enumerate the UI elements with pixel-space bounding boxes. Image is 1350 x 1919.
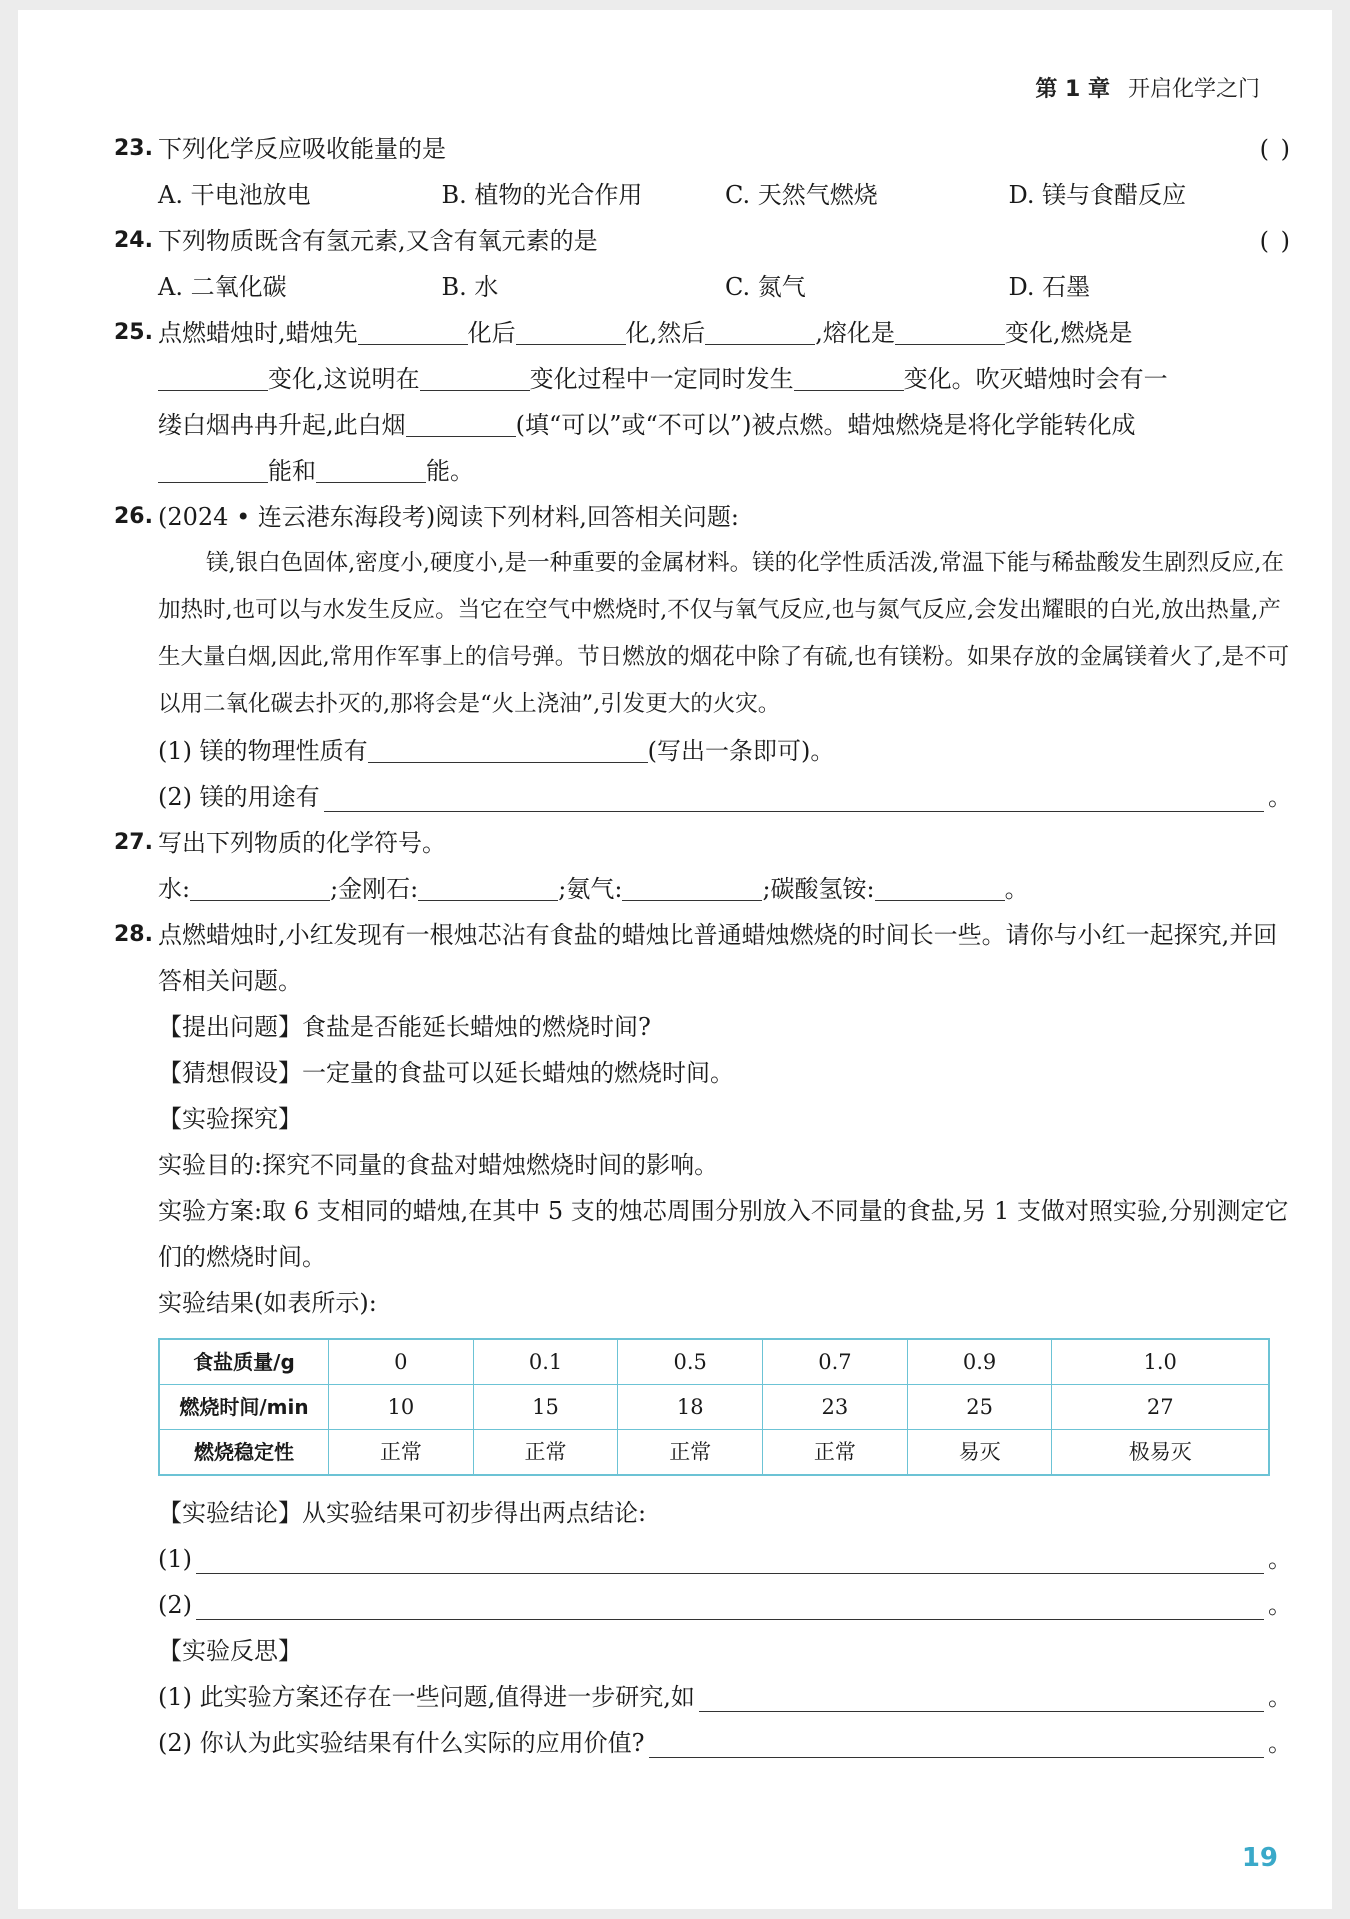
question-number: 27.: [114, 830, 153, 855]
question-26: [114, 494, 1292, 540]
blank[interactable]: [368, 734, 648, 763]
option-d[interactable]: D. 石墨: [1008, 273, 1091, 301]
chapter-title: 开启化学之门: [1127, 77, 1260, 102]
q26-sub2: [114, 774, 1292, 820]
material-text: 镁,银白色固体,密度小,硬度小,是一种重要的金属材料。镁的化学性质活泼,常温下能与稀盐酸发生剧烈反应,在加热时,也可以与水发生反应。当它在空气中燃烧时,不仅与氧气反应,也与氮气反应,会发出耀眼的白光,放出热量,产生大量白烟,因此,常用作军事上的信号弹。节日燃放的烟花中除了有硫,也有镁粉。如果存放的金属镁着火了,是不可以用二氧化碳去扑灭的,那将会是“火上浇油”,引发更大的火灾。: [158, 550, 1290, 717]
reflect-heading: 【实验反思】: [158, 1637, 302, 1665]
table-cell: 正常: [763, 1430, 908, 1476]
blank[interactable]: [358, 316, 468, 345]
row-header: 燃烧时间/min: [159, 1385, 329, 1430]
text: ;氨气:: [558, 875, 623, 903]
options-23: [114, 172, 1292, 218]
text: (1): [158, 1545, 192, 1573]
option-b[interactable]: B. 植物的光合作用: [441, 181, 643, 209]
blank[interactable]: [699, 1681, 1264, 1712]
blank[interactable]: [516, 316, 626, 345]
table-cell: 正常: [618, 1430, 763, 1476]
text: 能。: [426, 457, 474, 485]
text: (2) 镁的用途有: [158, 783, 320, 811]
text: (写出一条即可)。: [647, 737, 835, 765]
question-stem: 点燃蜡烛时,小红发现有一根烛芯沾有食盐的蜡烛比普通蜡烛燃烧的时间长一些。请你与小红一起探究,并回答相关问题。: [158, 921, 1278, 995]
table-cell: 1.0: [1052, 1339, 1269, 1385]
question-stem: 写出下列物质的化学符号。: [158, 829, 446, 857]
table-cell: 0: [329, 1339, 474, 1385]
question-stem: 下列化学反应吸收能量的是: [158, 135, 446, 163]
text: (1) 镁的物理性质有: [158, 737, 368, 765]
hypothesis: 【猜想假设】一定量的食盐可以延长蜡烛的燃烧时间。: [158, 1059, 734, 1087]
text: 。: [1004, 875, 1029, 903]
table-cell: 正常: [473, 1430, 618, 1476]
chapter-number: 第 1 章: [1035, 77, 1110, 102]
option-a[interactable]: A. 干电池放电: [158, 181, 311, 209]
result-label: 实验结果(如表所示):: [158, 1289, 377, 1317]
question-number: 28.: [114, 922, 153, 947]
explore-heading: 【实验探究】: [158, 1105, 302, 1133]
blank[interactable]: [420, 362, 530, 391]
table-cell: 0.1: [473, 1339, 618, 1385]
blank[interactable]: [158, 454, 268, 483]
table-cell: 15: [473, 1385, 618, 1430]
plan: 实验方案:取 6 支相同的蜡烛,在其中 5 支的烛芯周围分别放入不同量的食盐,另 1 支做对照实验,分别测定它们的燃烧时间。: [158, 1197, 1289, 1271]
option-a[interactable]: A. 二氧化碳: [158, 273, 287, 301]
row-header: 燃烧稳定性: [159, 1430, 329, 1476]
text: 化,然后: [625, 319, 706, 347]
text: 水:: [158, 875, 191, 903]
blank[interactable]: [705, 316, 815, 345]
blank[interactable]: [418, 872, 558, 901]
text: ;金刚石:: [330, 875, 419, 903]
blank[interactable]: [316, 454, 426, 483]
q27-answers: [114, 866, 1292, 912]
blank[interactable]: [622, 872, 762, 901]
table-cell: 易灭: [907, 1430, 1052, 1476]
reflect-1: [114, 1674, 1292, 1720]
text: 。: [1268, 783, 1292, 811]
reading-material: [114, 540, 1292, 728]
text: 变化。吹灭蜡烛时会有一: [903, 365, 1168, 393]
text: 化后: [467, 319, 516, 347]
text: 。: [1268, 1729, 1292, 1757]
text: ;碳酸氢铵:: [762, 875, 875, 903]
page: [18, 10, 1332, 1909]
reflect-2: [114, 1720, 1292, 1766]
option-b[interactable]: B. 水: [441, 273, 499, 301]
question-stem: (2024 • 连云港东海段考)阅读下列材料,回答相关问题:: [158, 503, 739, 531]
page-number: 19: [1241, 1843, 1278, 1873]
problem: 【提出问题】食盐是否能延长蜡烛的燃烧时间?: [158, 1013, 651, 1041]
conclusion-2: [114, 1582, 1292, 1628]
question-24: [114, 218, 1292, 264]
text: ,熔化是: [815, 319, 895, 347]
result-table: [158, 1338, 1270, 1476]
table-row: [159, 1339, 1269, 1385]
table-cell: 0.7: [763, 1339, 908, 1385]
q26-sub1: [114, 728, 1292, 774]
table-row: [159, 1430, 1269, 1476]
blank[interactable]: [196, 1589, 1264, 1620]
text: 变化过程中一定同时发生: [529, 365, 794, 393]
table-row: [159, 1385, 1269, 1430]
blank[interactable]: [794, 362, 904, 391]
option-c[interactable]: C. 天然气燃烧: [725, 181, 878, 209]
blank[interactable]: [196, 1543, 1264, 1574]
blank[interactable]: [190, 872, 330, 901]
text: 。: [1268, 1683, 1292, 1711]
conclusion-heading: 【实验结论】从实验结果可初步得出两点结论:: [158, 1499, 647, 1527]
blank[interactable]: [875, 872, 1005, 901]
question-number: 24.: [114, 228, 153, 253]
text: 变化,燃烧是: [1004, 319, 1133, 347]
text: 点燃蜡烛时,蜡烛先: [158, 319, 358, 347]
table-cell: 10: [329, 1385, 474, 1430]
question-27: [114, 820, 1292, 866]
question-stem: 下列物质既含有氢元素,又含有氧元素的是: [158, 227, 598, 255]
table-cell: 0.9: [907, 1339, 1052, 1385]
question-number: 23.: [114, 136, 153, 161]
text: 。: [1268, 1591, 1292, 1619]
table-cell: 正常: [329, 1430, 474, 1476]
answer-paren[interactable]: ( ): [1259, 135, 1292, 163]
answer-paren[interactable]: ( ): [1259, 227, 1292, 255]
text: 能和: [268, 457, 316, 485]
blank[interactable]: [158, 362, 268, 391]
question-23: [114, 126, 1292, 172]
question-28: [114, 912, 1292, 1004]
text: 变化,这说明在: [268, 365, 420, 393]
chapter-header: [1035, 72, 1260, 103]
blank[interactable]: [649, 1727, 1265, 1758]
text: (2): [158, 1591, 192, 1619]
table-cell: 23: [763, 1385, 908, 1430]
purpose: 实验目的:探究不同量的食盐对蜡烛燃烧时间的影响。: [158, 1151, 719, 1179]
option-c[interactable]: C. 氮气: [725, 273, 806, 301]
text: (1) 此实验方案还存在一些问题,值得进一步研究,如: [158, 1683, 695, 1711]
option-d[interactable]: D. 镁与食醋反应: [1008, 181, 1187, 209]
blank[interactable]: [406, 408, 516, 437]
question-25: [114, 310, 1292, 494]
conclusion-1: [114, 1536, 1292, 1582]
table-cell: 极易灭: [1052, 1430, 1269, 1476]
text: (填“可以”或“不可以”)被点燃。蜡烛燃烧是将化学能转化成: [515, 411, 1136, 439]
table-cell: 25: [907, 1385, 1052, 1430]
options-24: [114, 264, 1292, 310]
table-cell: 27: [1052, 1385, 1269, 1430]
row-header: 食盐质量/g: [159, 1339, 329, 1385]
table-cell: 18: [618, 1385, 763, 1430]
content: [114, 126, 1292, 1766]
text: 缕白烟冉冉升起,此白烟: [158, 411, 406, 439]
question-number: 25.: [114, 320, 153, 345]
blank[interactable]: [324, 781, 1264, 812]
table-cell: 0.5: [618, 1339, 763, 1385]
text: (2) 你认为此实验结果有什么实际的应用价值?: [158, 1729, 645, 1757]
text: 。: [1268, 1545, 1292, 1573]
blank[interactable]: [895, 316, 1005, 345]
question-number: 26.: [114, 504, 153, 529]
